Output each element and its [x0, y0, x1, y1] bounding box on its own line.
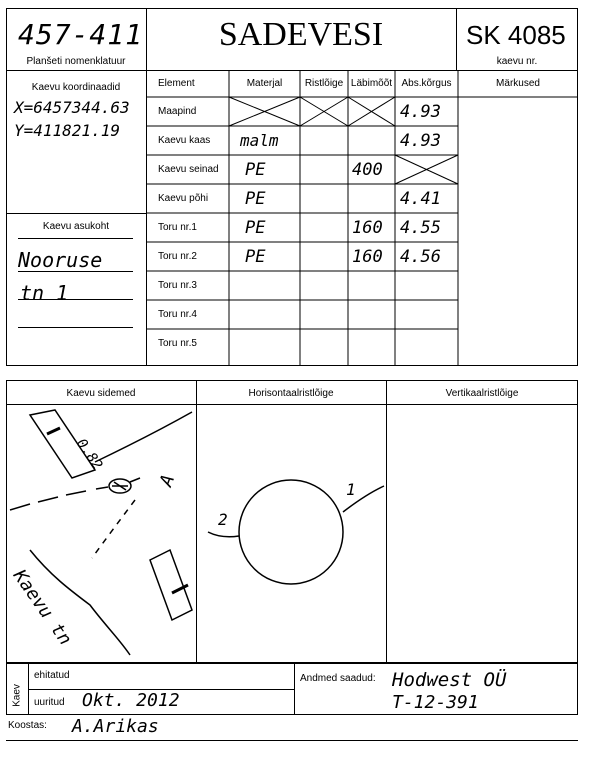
maapind-height: 4.93: [400, 102, 441, 122]
divider: [386, 380, 387, 663]
toru1-height: 4.55: [400, 218, 441, 238]
surveyed-value: Okt. 2012: [82, 690, 180, 711]
table-row-element: Toru nr.5: [158, 338, 197, 349]
well-number-value: SK 4085: [466, 20, 566, 50]
divider: [6, 740, 578, 741]
nomenclature-value: 457-411: [18, 18, 144, 51]
divider: [294, 663, 295, 715]
kaas-height: 4.93: [400, 131, 441, 151]
table-row-element: Maapind: [158, 106, 197, 117]
pipe-1-label: 1: [346, 480, 356, 499]
built-label: ehitatud: [34, 670, 70, 681]
table-row-element: Toru nr.1: [158, 222, 197, 233]
nomenclature-label: Planšeti nomenklatuur: [26, 56, 126, 67]
seinad-material: PE: [245, 160, 266, 180]
element-table-grid: [0, 0, 596, 370]
toru2-diameter: 160: [352, 247, 383, 267]
coordinates-label: Kaevu koordinaadid: [31, 82, 121, 93]
table-row-element: Toru nr.4: [158, 309, 197, 320]
header-notes: Märkused: [496, 78, 540, 89]
side-label: Kaev: [11, 684, 23, 707]
compiler-label: Koostas:: [8, 720, 47, 731]
marker-a: A: [155, 471, 180, 490]
header-diameter: Läbimõõt: [350, 78, 393, 89]
location-label: Kaevu asukoht: [42, 221, 110, 232]
table-row-element: Toru nr.2: [158, 251, 197, 262]
vertical-section-label: Vertikaalristlõige: [445, 388, 519, 399]
horizontal-section-label: Horisontaalristlõige: [248, 388, 334, 399]
data-source-label: Andmed saadud:: [300, 673, 376, 684]
toru2-material: PE: [245, 247, 266, 267]
location-line2: tn 1: [20, 281, 69, 305]
coordinate-x: X=6457344.63: [14, 98, 130, 117]
connections-sketch: [0, 400, 200, 665]
data-source-value: Hodwest OÜ: [392, 669, 507, 691]
header-material: Materjal: [246, 78, 283, 89]
well-number-label: kaevu nr.: [496, 56, 538, 67]
toru1-material: PE: [245, 218, 266, 238]
page-title: SADEVESI: [218, 16, 384, 53]
table-row-element: Kaevu seinad: [158, 164, 219, 175]
street-annotation: Kaevu tn: [8, 566, 76, 650]
pohi-height: 4.41: [400, 189, 441, 209]
toru1-diameter: 160: [352, 218, 383, 238]
table-row-element: Kaevu põhi: [158, 193, 209, 204]
toru2-height: 4.56: [400, 247, 441, 267]
table-row-element: Kaevu kaas: [158, 135, 211, 146]
distance-annotation: 0.82: [72, 436, 106, 473]
pohi-material: PE: [245, 189, 266, 209]
header-height: Abs.kõrgus: [401, 78, 452, 89]
compiler-value: A.Arikas: [72, 716, 159, 737]
table-row-element: Toru nr.3: [158, 280, 197, 291]
data-source-code: T-12-391: [392, 692, 479, 713]
seinad-diameter: 400: [352, 160, 383, 180]
surveyed-label: uuritud: [34, 697, 65, 708]
coordinate-y: Y=411821.19: [14, 121, 120, 140]
location-line1: Nooruse: [18, 248, 103, 272]
connections-label: Kaevu sidemed: [66, 388, 136, 399]
header-element: Element: [158, 78, 195, 89]
horizontal-section-sketch: [196, 404, 386, 663]
header-section: Ristlõige: [304, 78, 344, 89]
kaas-material: malm: [240, 131, 279, 150]
pipe-2-label: 2: [218, 510, 228, 529]
